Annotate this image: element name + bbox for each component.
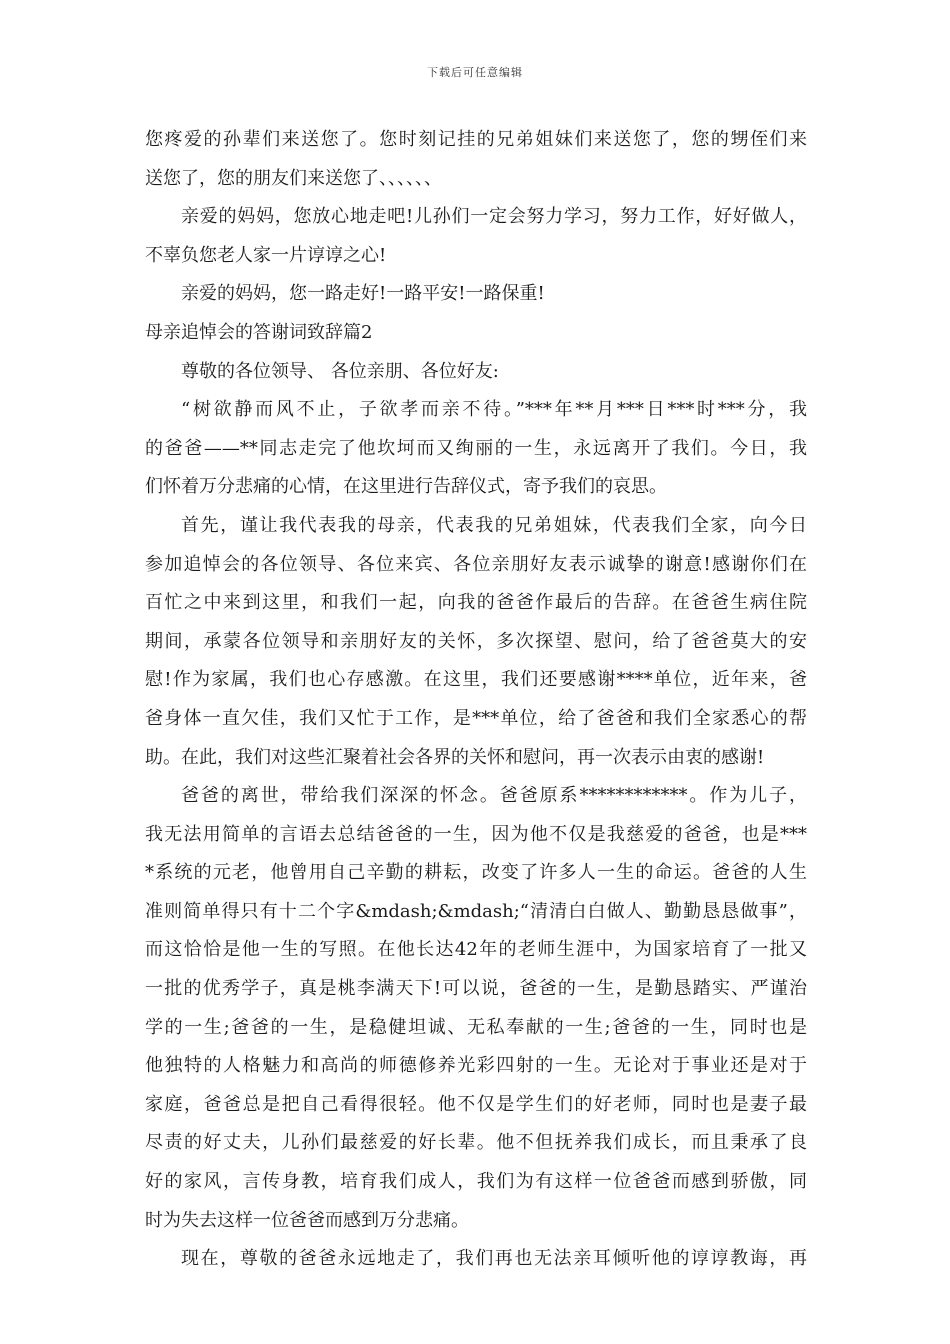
text-line: “树欲静而风不止，子欲孝而亲不待。”***年**月***日***时***分，我 [181, 399, 807, 421]
text-line: 他独特的人格魅力和高尚的师德修养光彩四射的一生。无论对于事业还是对于 [145, 1055, 807, 1077]
text-line: 学的一生;爸爸的一生，是稳健坦诚、无私奉献的一生;爸爸的一生，同时也是 [145, 1016, 807, 1038]
text-line: *系统的元老，他曾用自己辛勤的耕耘，改变了许多人一生的命运。爸爸的人生 [145, 862, 807, 884]
text-line: 爸身体一直欠佳，我们又忙于工作，是***单位，给了爸爸和我们全家悉心的帮 [145, 707, 807, 729]
text-line: 而这恰恰是他一生的写照。在他长达42年的老师生涯中，为国家培育了一批又 [145, 939, 807, 961]
text-line: 爸爸的离世，带给我们深深的怀念。爸爸原系************。作为儿子， [181, 785, 807, 807]
page-header: 下载后可任意编辑 [427, 66, 523, 79]
text-line: 尽责的好丈夫，儿孙们最慈爱的好长辈。他不但抚养我们成长，而且秉承了良 [145, 1132, 807, 1154]
text-line: 不辜负您老人家一片谆谆之心! [145, 244, 387, 266]
text-line: 准则简单得只有十二个字&mdash;&mdash;“清清白白做人、勤勤恳恳做事”， [145, 900, 807, 922]
text-line: 们怀着万分悲痛的心情，在这里进行告辞仪式，寄予我们的哀思。 [145, 476, 667, 498]
text-line: 一批的优秀学子，真是桃李满天下!可以说，爸爸的一生，是勤恳踏实、严谨治 [145, 978, 807, 1000]
text-line: 百忙之中来到这里，和我们一起，向我的爸爸作最后的告辞。在爸爸生病住院 [145, 592, 807, 614]
text-line: 助。在此，我们对这些汇聚着社会各界的关怀和慰问，再一次表示由衷的感谢! [145, 746, 765, 768]
text-line: 的爸爸——**同志走完了他坎坷而又绚丽的一生，永远离开了我们。今日，我 [145, 437, 807, 459]
text-line: 我无法用简单的言语去总结爸爸的一生，因为他不仅是我慈爱的爸爸，也是*** [145, 823, 807, 845]
text-line: 现在，尊敬的爸爸永远地走了，我们再也无法亲耳倾听他的谆谆教诲，再 [181, 1248, 807, 1270]
text-line: 首先，谨让我代表我的母亲，代表我的兄弟姐妹，代表我们全家，向今日 [181, 514, 807, 536]
text-line: 送您了，您的朋友们来送您了、、、、、、 [145, 167, 442, 189]
text-line: 亲爱的妈妈，您一路走好!一路平安!一路保重! [181, 283, 545, 305]
text-line: 家庭，爸爸总是把自己看得很轻。他不仅是学生们的好老师，同时也是妻子最 [145, 1093, 807, 1115]
text-line: 时为失去这样一位爸爸而感到万分悲痛。 [145, 1209, 469, 1231]
text-line: 您疼爱的孙辈们来送您了。您时刻记挂的兄弟姐妹们来送您了，您的甥侄们来 [145, 129, 807, 150]
text-line: 尊敬的各位领导、 各位亲朋、各位好友: [181, 360, 499, 382]
text-line: 亲爱的妈妈，您放心地走吧!儿孙们一定会努力学习，努力工作，好好做人， [181, 206, 807, 228]
text-line: 慰!作为家属，我们也心存感激。在这里，我们还要感谢****单位，近年来，爸 [145, 669, 807, 691]
text-line: 好的家风，言传身教，培育我们成人，我们为有这样一位爸爸而感到骄傲，同 [145, 1171, 807, 1193]
text-line: 期间，承蒙各位领导和亲朋好友的关怀，多次探望、慰问，给了爸爸莫大的安 [145, 630, 807, 652]
text-line: 母亲追悼会的答谢词致辞篇2 [145, 321, 373, 343]
text-line: 参加追悼会的各位领导、各位来宾、各位亲朋好友表示诚挚的谢意!感谢你们在 [145, 553, 807, 575]
document-body [145, 121, 807, 1279]
